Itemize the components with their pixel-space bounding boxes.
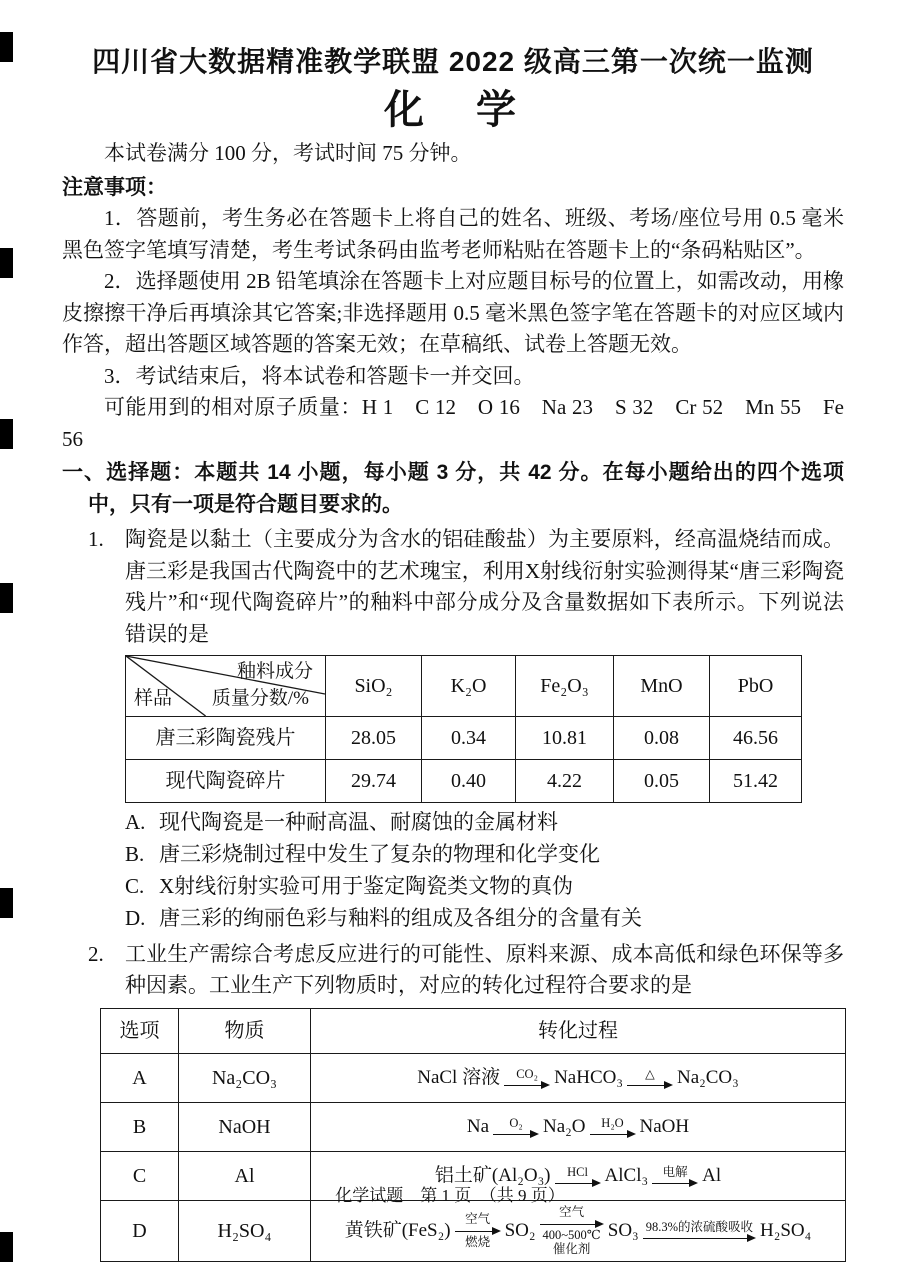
option-c-label: C. [125,874,145,898]
question-1-stem: 陶瓷是以黏土（主要成分为含水的铝硅酸盐）为主要原料，经高温烧结而成。唐三彩是我国古代陶瓷中的艺术瑰宝，利用X射线衍射实验测得某“唐三彩陶瓷残片”和“现代陶瓷碎片”的釉料中部分成分及含量数据如下表所示。下列说法错误的是 [125,527,844,646]
column-header: MnO [614,656,710,717]
note-item-2: 2．选择题使用 2B 铅笔填涂在答题卡上对应题目标号的位置上，如需改动，用橡皮擦擦干净后再填涂其它答案;非选择题用 0.5 毫米黑色签字笔在答题卡的对应区域内作答，超出答题区域答题的答案无效；在草稿纸、试卷上答题无效。 [62,269,844,357]
arrow-condition-above: 98.3%的浓硫酸吸收 [645,1219,753,1234]
option-cell: C [101,1151,179,1200]
value-cell: 46.56 [710,717,802,760]
arrow-line [590,1130,636,1138]
substance-cell: Al [179,1151,311,1200]
atomic-masses-line: 可能用到的相对原子质量：H 1 C 12 O 16 Na 23 S 32 Cr 52 Mn 55 Fe 56 [62,395,844,451]
option-cell: D [101,1200,179,1261]
question-1 [62,524,844,935]
option-a-text: 现代陶瓷是一种耐高温、耐腐蚀的金属材料 [159,810,558,835]
subject-title: 化 学 [384,88,522,133]
table-row [126,760,802,803]
scan-registration-mark [0,248,13,278]
question-2-number: 2. [88,941,104,966]
process-species: SO₂ [504,1219,536,1241]
column-header: K₂O [422,656,516,717]
section-1-title: 一、选择题：本题共 14 小题，每小题 3 分，共 42 分。在每小题给出的四个选项中，只有一项是符合题目要求的。 [62,461,844,516]
scan-registration-mark [0,888,13,918]
column-header: 物质 [179,1008,311,1053]
arrow-condition-above: O₂ [509,1115,523,1130]
glaze-composition-table [125,655,802,803]
option-d-text: 唐三彩的绚丽色彩与釉料的组成及各组分的含量有关 [159,905,642,930]
process-species: NaHCO₃ [554,1066,623,1088]
arrow-condition-above: HCl [567,1164,588,1179]
conversion-process-table [100,1008,846,1262]
option-c [125,871,844,903]
process-species: SO₃ [607,1219,639,1241]
process-species: Na [466,1115,490,1137]
value-cell: 29.74 [326,760,422,803]
process-species: NaCl 溶液 [417,1066,501,1088]
option-c-text: X射线衍射实验可用于鉴定陶瓷类文物的真伪 [159,874,574,898]
value-cell: 10.81 [516,717,614,760]
notes-title: 注意事项： [62,175,167,199]
option-d [125,903,844,935]
process-species: NaOH [639,1115,690,1137]
arrow-condition-above: △ [645,1066,655,1081]
arrow-condition-above: H₂O [601,1115,624,1130]
value-cell: 0.34 [422,717,516,760]
option-b [125,839,844,871]
glaze-header-row [126,656,802,717]
sample-cell: 现代陶瓷碎片 [126,760,326,803]
value-cell: 0.40 [422,760,516,803]
question-2 [62,939,844,1262]
reaction-arrow [627,1067,673,1089]
note-item-1: 1．答题前，考生务必在答题卡上将自己的姓名、班级、考场/座位号用 0.5 毫米黑色签字笔填写清楚，考生考试条码由监考老师粘贴在答题卡上的“条码粘贴区”。 [62,206,844,262]
page-footer: 化学试题 第 1 页 （共 9 页） [335,1186,565,1205]
arrow-condition-below: 400~500℃ 催化剂 [542,1227,601,1256]
process-species: H₂SO₄ [759,1219,812,1241]
table-row [101,1102,846,1151]
process-cell [313,1113,843,1142]
question-1-body [125,524,844,935]
page-title: 四川省大数据精准教学联盟 2022 级高三第一次统一监测 [92,46,814,77]
corner-bottom-label: 样品 [134,687,173,709]
reaction-arrow [540,1205,604,1256]
option-d-label: D. [125,905,146,930]
column-header: 选项 [101,1008,179,1053]
question-2-stem: 工业生产需综合考虑反应进行的可能性、原料来源、成本高低和绿色环保等多种因素。工业生产下列物质时，对应的转化过程符合要求的是 [125,941,844,998]
reaction-arrow [493,1116,539,1138]
column-header: 转化过程 [311,1008,846,1053]
note-item-3: 3．考试结束后，将本试卷和答题卡一并交回。 [104,363,535,388]
substance-cell: NaOH [179,1102,311,1151]
process-species: AlCl₃ [604,1164,649,1186]
option-a-label: A. [125,810,146,835]
option-b-label: B. [125,842,145,867]
reaction-arrow [455,1212,501,1249]
table-row [126,717,802,760]
arrow-line [504,1081,550,1089]
question-1-number: 1. [88,527,104,552]
option-cell: A [101,1053,179,1102]
arrow-condition-below: 燃烧 [465,1234,491,1249]
arrow-condition-above: 空气 [559,1205,585,1220]
question-2-body [119,939,844,1262]
option-a [125,807,844,839]
arrow-line [643,1234,756,1242]
diagonal-header-cell [126,656,326,717]
substance-cell: H₂SO₄ [179,1200,311,1261]
scan-registration-mark [0,419,13,449]
scan-registration-mark [0,1232,13,1262]
value-cell: 0.08 [614,717,710,760]
arrow-line [493,1130,539,1138]
column-header: PbO [710,656,802,717]
reaction-arrow [504,1067,550,1089]
question-1-options [125,807,844,935]
value-cell: 51.42 [710,760,802,803]
column-header: SiO₂ [326,656,422,717]
process-species: Na₂O [543,1115,586,1137]
process-cell [313,1064,843,1093]
arrow-condition-above: 空气 [465,1212,491,1227]
option-b-text: 唐三彩烧制过程中发生了复杂的物理和化学变化 [159,842,600,867]
value-cell: 0.05 [614,760,710,803]
column-header: Fe₂O₃ [516,656,614,717]
scan-registration-mark [0,583,13,613]
exam-info: 本试卷满分 100 分，考试时间 75 分钟。 [104,141,472,166]
reaction-arrow [590,1116,636,1138]
scan-registration-mark [0,32,13,62]
arrow-condition-above: CO₂ [516,1066,538,1081]
arrow-line [455,1227,501,1235]
arrow-line [540,1220,604,1228]
arrow-line [627,1081,673,1089]
reaction-arrow [643,1220,756,1242]
conversion-header-row [101,1008,846,1053]
arrow-condition-above: 电解 [662,1164,688,1179]
sample-cell: 唐三彩陶瓷残片 [126,717,326,760]
table-row [101,1053,846,1102]
corner-mid-label: 质量分数/% [211,687,309,709]
process-species: Na₂CO₃ [676,1066,739,1088]
process-cell [313,1205,843,1256]
corner-top-label: 釉料成分 [236,661,313,683]
substance-cell: Na₂CO₃ [179,1053,311,1102]
process-species: 铝土矿(Al₂O₃) [434,1164,551,1186]
option-cell: B [101,1102,179,1151]
value-cell: 28.05 [326,717,422,760]
process-species: Al [702,1164,722,1186]
value-cell: 4.22 [516,760,614,803]
table-row [101,1200,846,1261]
process-species: 黄铁矿(FeS₂) [344,1219,451,1241]
